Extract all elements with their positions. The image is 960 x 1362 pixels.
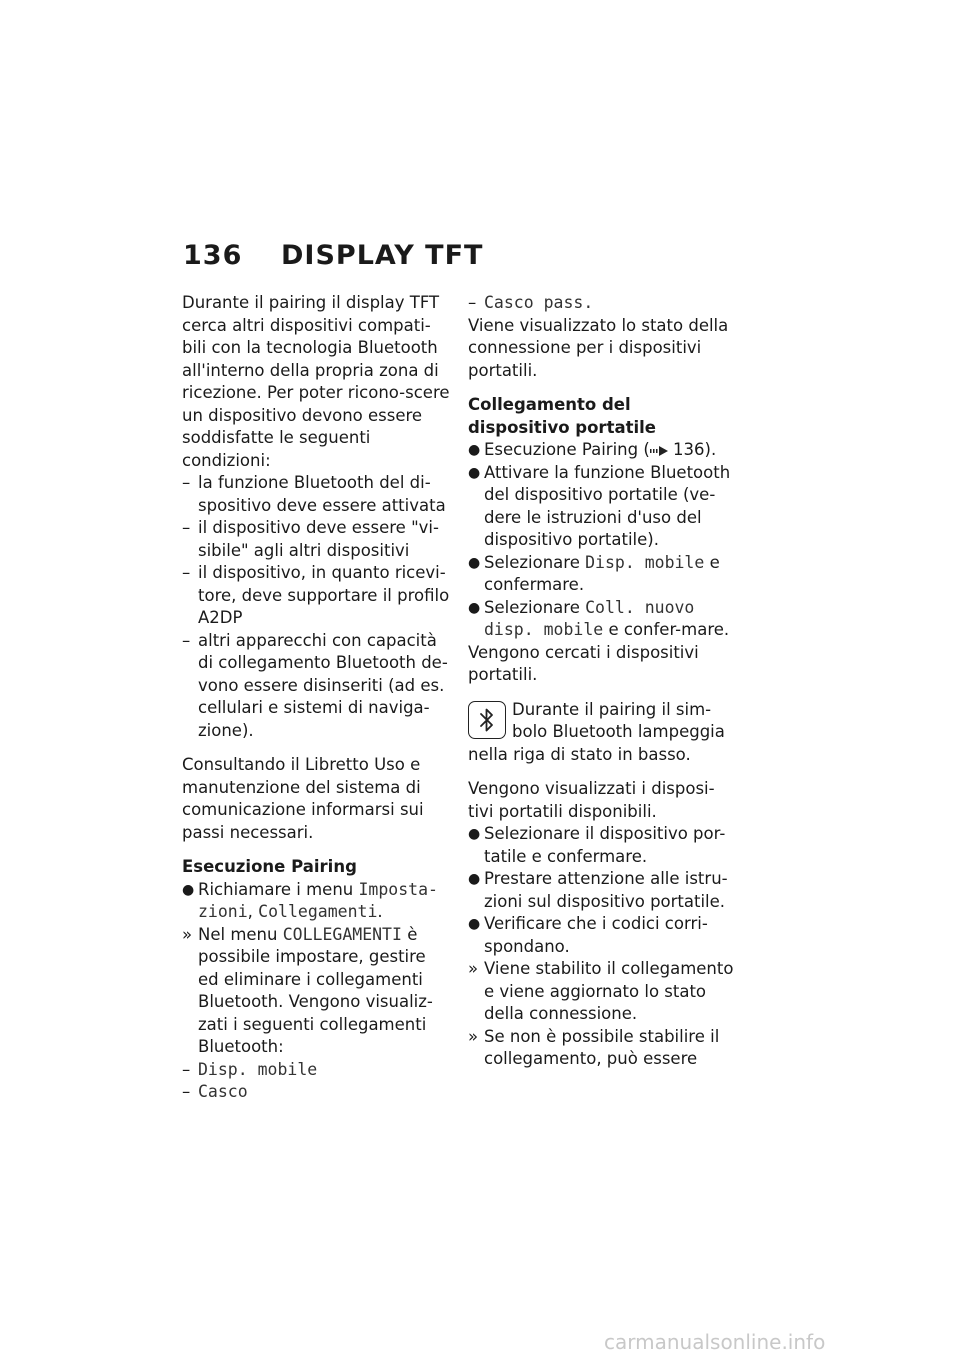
- searching-paragraph: Vengono cercati i dispositivi portatili.: [468, 642, 699, 684]
- intro-paragraph: Durante il pairing il display TFT cerca altri dispositivi compati-bili con la tecnologia Bluetooth all'interno della propria zona di ricezione. Per poter ricono-scere un dispositivo devono essere soddisfatte le seguenti condizioni:: [182, 293, 450, 470]
- result-item: » Viene stabilito il collegamento e viene aggiornato lo stato della connessione.: [468, 959, 734, 1023]
- bluetooth-note: [468, 699, 736, 767]
- connection-item: – Casco: [182, 1082, 248, 1101]
- pairing-heading: Esecuzione Pairing: [182, 857, 357, 876]
- step-item: ● Richiamare i menu Imposta-zioni, Collegamenti.: [182, 879, 438, 921]
- connection-item: – Casco pass.: [468, 293, 594, 312]
- menu-code: Imposta-zioni: [198, 879, 438, 921]
- step-item: ● Prestare attenzione alle istru-zioni sul dispositivo portatile.: [468, 869, 728, 911]
- bluetooth-icon: [468, 701, 506, 739]
- connect-heading: Collegamento del dispositivo portatile: [468, 395, 656, 437]
- menu-code: COLLEGAMENTI: [282, 924, 402, 944]
- right-column: [468, 292, 736, 1071]
- page-title: DISPLAY TFT: [281, 240, 484, 271]
- step-item: ● Verificare che i codici corri-spondano.: [468, 914, 708, 956]
- step-item: ● Selezionare Disp. mobile e confermare.: [468, 552, 720, 594]
- result-item: » Se non è possibile stabilire il collegamento, può essere: [468, 1026, 720, 1068]
- menu-code: Disp. mobile: [585, 552, 705, 572]
- step-item: ● Selezionare il dispositivo por-tatile e confermare.: [468, 824, 726, 866]
- page-number: 136: [183, 240, 243, 271]
- connection-item: – Disp. mobile: [182, 1059, 318, 1079]
- note-text: Durante il pairing il sim-bolo Bluetooth lampeggia nella riga di stato in basso.: [468, 699, 725, 764]
- left-column: [182, 292, 450, 1104]
- result-item: » Nel menu COLLEGAMENTI è possibile impostare, gestire ed eliminare i collegamenti Bluetooth. Vengono visualiz-zati i seguenti collegamenti Bluetooth:: [182, 924, 433, 1056]
- condition-item: – la funzione Bluetooth del di-spositivo deve essere attivata: [182, 473, 446, 515]
- menu-code: Coll. nuovo disp. mobile: [484, 597, 695, 639]
- step-item: ● Selezionare Coll. nuovo disp. mobile e confer-mare.: [468, 597, 730, 639]
- consult-paragraph: Consultando il Libretto Uso e manutenzione del sistema di comunicazione informarsi sui passi necessari.: [182, 755, 424, 842]
- menu-code: Collegamenti: [258, 902, 378, 921]
- status-paragraph: Viene visualizzato lo stato della connessione per i dispositivi portatili.: [468, 315, 729, 380]
- step-item: ● Esecuzione Pairing ( 136).: [468, 440, 717, 459]
- watermark: carmanualsonline.info: [604, 1330, 826, 1354]
- page-reference-arrow-icon: [650, 446, 668, 456]
- page-header: [183, 240, 483, 271]
- condition-item: – il dispositivo, in quanto ricevi-tore, deve supportare il profilo A2DP: [182, 563, 450, 627]
- condition-item: – altri apparecchi con capacità di collegamento Bluetooth de-vono essere disinseriti (ad es. cellulari e sistemi di naviga-zione).: [182, 630, 448, 740]
- condition-item: – il dispositivo deve essere "vi-sibile" agli altri dispositivi: [182, 518, 439, 560]
- displayed-paragraph: Vengono visualizzati i disposi-tivi portatili disponibili.: [468, 779, 715, 821]
- step-item: ● Attivare la funzione Bluetooth del dispositivo portatile (ve-dere le istruzioni d'uso del dispositivo portatile).: [468, 462, 731, 549]
